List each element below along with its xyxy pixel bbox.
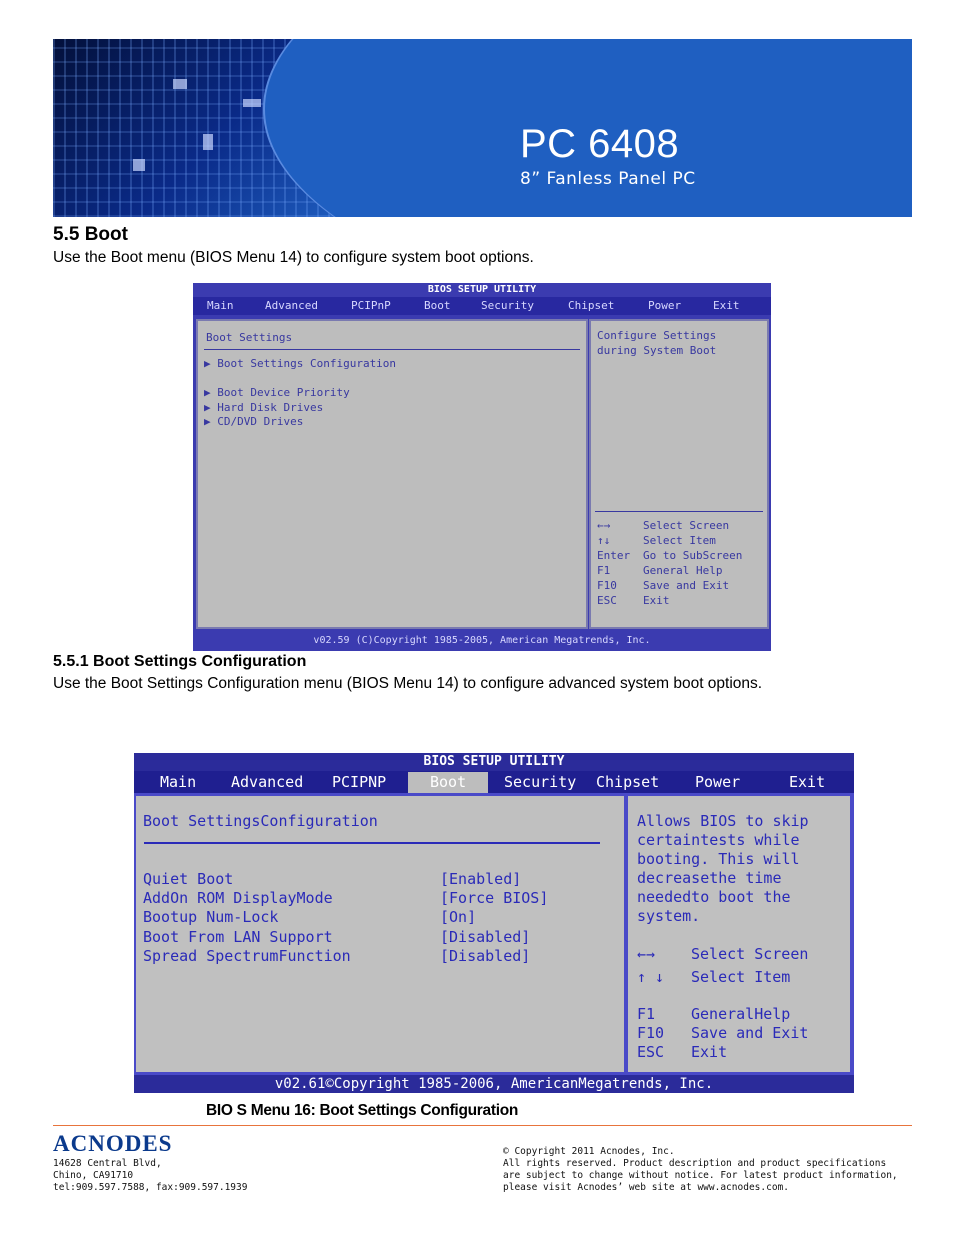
bios-settings-panel: [196, 319, 588, 629]
bios-copyright: v02.61©Copyright 1985-2006, AmericanMegatrends, Inc.: [134, 1075, 854, 1093]
setting-value-spread-spectrum[interactable]: [Disabled]: [440, 947, 531, 965]
bios-help-panel: [589, 319, 769, 629]
menu-exit[interactable]: Exit: [789, 773, 826, 791]
bios-copyright: v02.59 (C)Copyright 1985-2005, American Megatrends, Inc.: [313, 635, 651, 646]
menu-power[interactable]: Power: [648, 299, 682, 312]
help-line: system.: [637, 907, 701, 925]
section-heading: 5.5 Boot: [53, 224, 128, 245]
key-desc: Select Screen: [643, 519, 730, 532]
menu-power[interactable]: Power: [695, 773, 741, 791]
menu-item-hard-disk-drives[interactable]: ▶ Hard Disk Drives: [204, 401, 324, 414]
menu-exit[interactable]: Exit: [713, 299, 740, 312]
menu-pcipnp[interactable]: PCIPnP: [351, 299, 391, 312]
section-intro: Use the Boot menu (BIOS Menu 14) to configure system boot options.: [53, 249, 534, 266]
key-desc: General Help: [643, 564, 723, 577]
help-line: Configure Settings: [597, 329, 717, 342]
menu-main[interactable]: Main: [160, 773, 197, 791]
setting-value-boot-from-lan[interactable]: [Disabled]: [440, 928, 531, 946]
help-line: decreasethe time: [637, 869, 782, 887]
figure-caption: BIO S Menu 16: Boot Settings Configuration: [206, 1102, 519, 1119]
key-up-down: ↑↓: [597, 534, 611, 547]
footer-divider: [53, 1125, 912, 1126]
setting-label-addon-rom-display-mode[interactable]: AddOn ROM DisplayMode: [143, 889, 333, 907]
help-line: neededto boot the: [637, 888, 791, 906]
bios-help-panel: [628, 796, 850, 1072]
menu-main[interactable]: Main: [207, 299, 234, 312]
bios-settings-panel: [136, 796, 624, 1072]
legal-line: are subject to change without notice. For latest product information,: [503, 1170, 898, 1181]
key-left-right: ←→: [637, 945, 656, 963]
bios-title-bar: BIOS SETUP UTILITY: [134, 753, 854, 771]
menu-item-boot-device-priority[interactable]: ▶ Boot Device Priority: [204, 386, 350, 399]
menu-boot[interactable]: Boot: [424, 299, 451, 312]
bios-title-bar: BIOS SETUP UTILITY: [427, 284, 537, 295]
header-banner: [53, 39, 912, 217]
help-line: Allows BIOS to skip: [637, 812, 809, 830]
key-f1: F1: [637, 1005, 656, 1023]
address-line: Chino, CA91710: [53, 1170, 134, 1181]
help-line: booting. This will: [637, 850, 800, 868]
help-line: certaintests while: [637, 831, 800, 849]
key-up-down: ↑ ↓: [637, 968, 665, 986]
menu-chipset[interactable]: Chipset: [568, 299, 615, 312]
legal-line: please visit Acnodes’ web site at www.acnodes.com.: [503, 1182, 789, 1193]
key-desc: Save and Exit: [643, 579, 730, 592]
key-desc: Select Item: [691, 968, 791, 986]
key-desc: GeneralHelp: [691, 1005, 791, 1023]
key-desc: Exit: [643, 594, 670, 607]
setting-label-bootup-num-lock[interactable]: Bootup Num-Lock: [143, 908, 279, 926]
help-line: during System Boot: [597, 344, 717, 357]
key-left-right: ←→: [597, 519, 611, 532]
setting-label-boot-from-lan[interactable]: Boot From LAN Support: [143, 928, 333, 946]
key-f10: F10: [637, 1024, 665, 1042]
setting-value-addon-rom-display-mode[interactable]: [Force BIOS]: [440, 889, 549, 907]
key-desc: Save and Exit: [691, 1024, 809, 1042]
panel-title: Boot Settings: [206, 331, 293, 344]
bios-screen-boot-settings-configuration: [134, 753, 854, 1093]
subsection-intro: Use the Boot Settings Configuration menu (BIOS Menu 14) to configure advanced system boot options.: [53, 675, 763, 692]
menu-chipset[interactable]: Chipset: [596, 773, 660, 791]
bios-screen-boot-menu: [193, 283, 771, 651]
key-desc: Select Item: [643, 534, 716, 547]
product-subtitle: 8” Fanless Panel PC: [520, 169, 696, 189]
key-esc: ESC: [597, 594, 617, 607]
address-line: 14628 Central Blvd,: [53, 1158, 162, 1169]
setting-value-bootup-num-lock[interactable]: [On]: [440, 908, 477, 926]
legal-line: © Copyright 2011 Acnodes, Inc.: [503, 1146, 675, 1157]
menu-security[interactable]: Security: [481, 299, 534, 312]
bios-menu-bar: [134, 771, 854, 793]
key-enter: Enter: [597, 549, 631, 562]
legal-line: All rights reserved. Product description and product specifications: [503, 1158, 887, 1169]
key-f1: F1: [597, 564, 611, 577]
menu-item-boot-settings-configuration[interactable]: ▶ Boot Settings Configuration: [204, 357, 397, 370]
menu-boot[interactable]: Boot: [408, 772, 488, 793]
setting-label-quiet-boot[interactable]: Quiet Boot: [143, 870, 234, 888]
setting-label-spread-spectrum[interactable]: Spread SpectrumFunction: [143, 947, 351, 965]
key-desc: Select Screen: [691, 945, 809, 963]
menu-advanced[interactable]: Advanced: [265, 299, 318, 312]
key-desc: Go to SubScreen: [643, 549, 743, 562]
key-f10: F10: [597, 579, 617, 592]
product-title: PC 6408: [520, 122, 680, 166]
key-esc: ESC: [637, 1043, 665, 1061]
acnodes-logo: ACNODES: [53, 1131, 173, 1156]
menu-advanced[interactable]: Advanced: [231, 773, 304, 791]
menu-item-cd-dvd-drives[interactable]: ▶ CD/DVD Drives: [204, 415, 304, 428]
setting-value-quiet-boot[interactable]: [Enabled]: [440, 870, 522, 888]
subsection-heading: 5.5.1 Boot Settings Configuration: [53, 653, 307, 670]
key-desc: Exit: [691, 1043, 728, 1061]
contact-line: tel:909.597.7588, fax:909.597.1939: [53, 1182, 248, 1193]
panel-title: Boot SettingsConfiguration: [143, 812, 378, 830]
menu-security[interactable]: Security: [504, 773, 577, 791]
bios-menu-bar: [193, 297, 771, 315]
menu-pcipnp[interactable]: PCIPNP: [332, 773, 387, 791]
